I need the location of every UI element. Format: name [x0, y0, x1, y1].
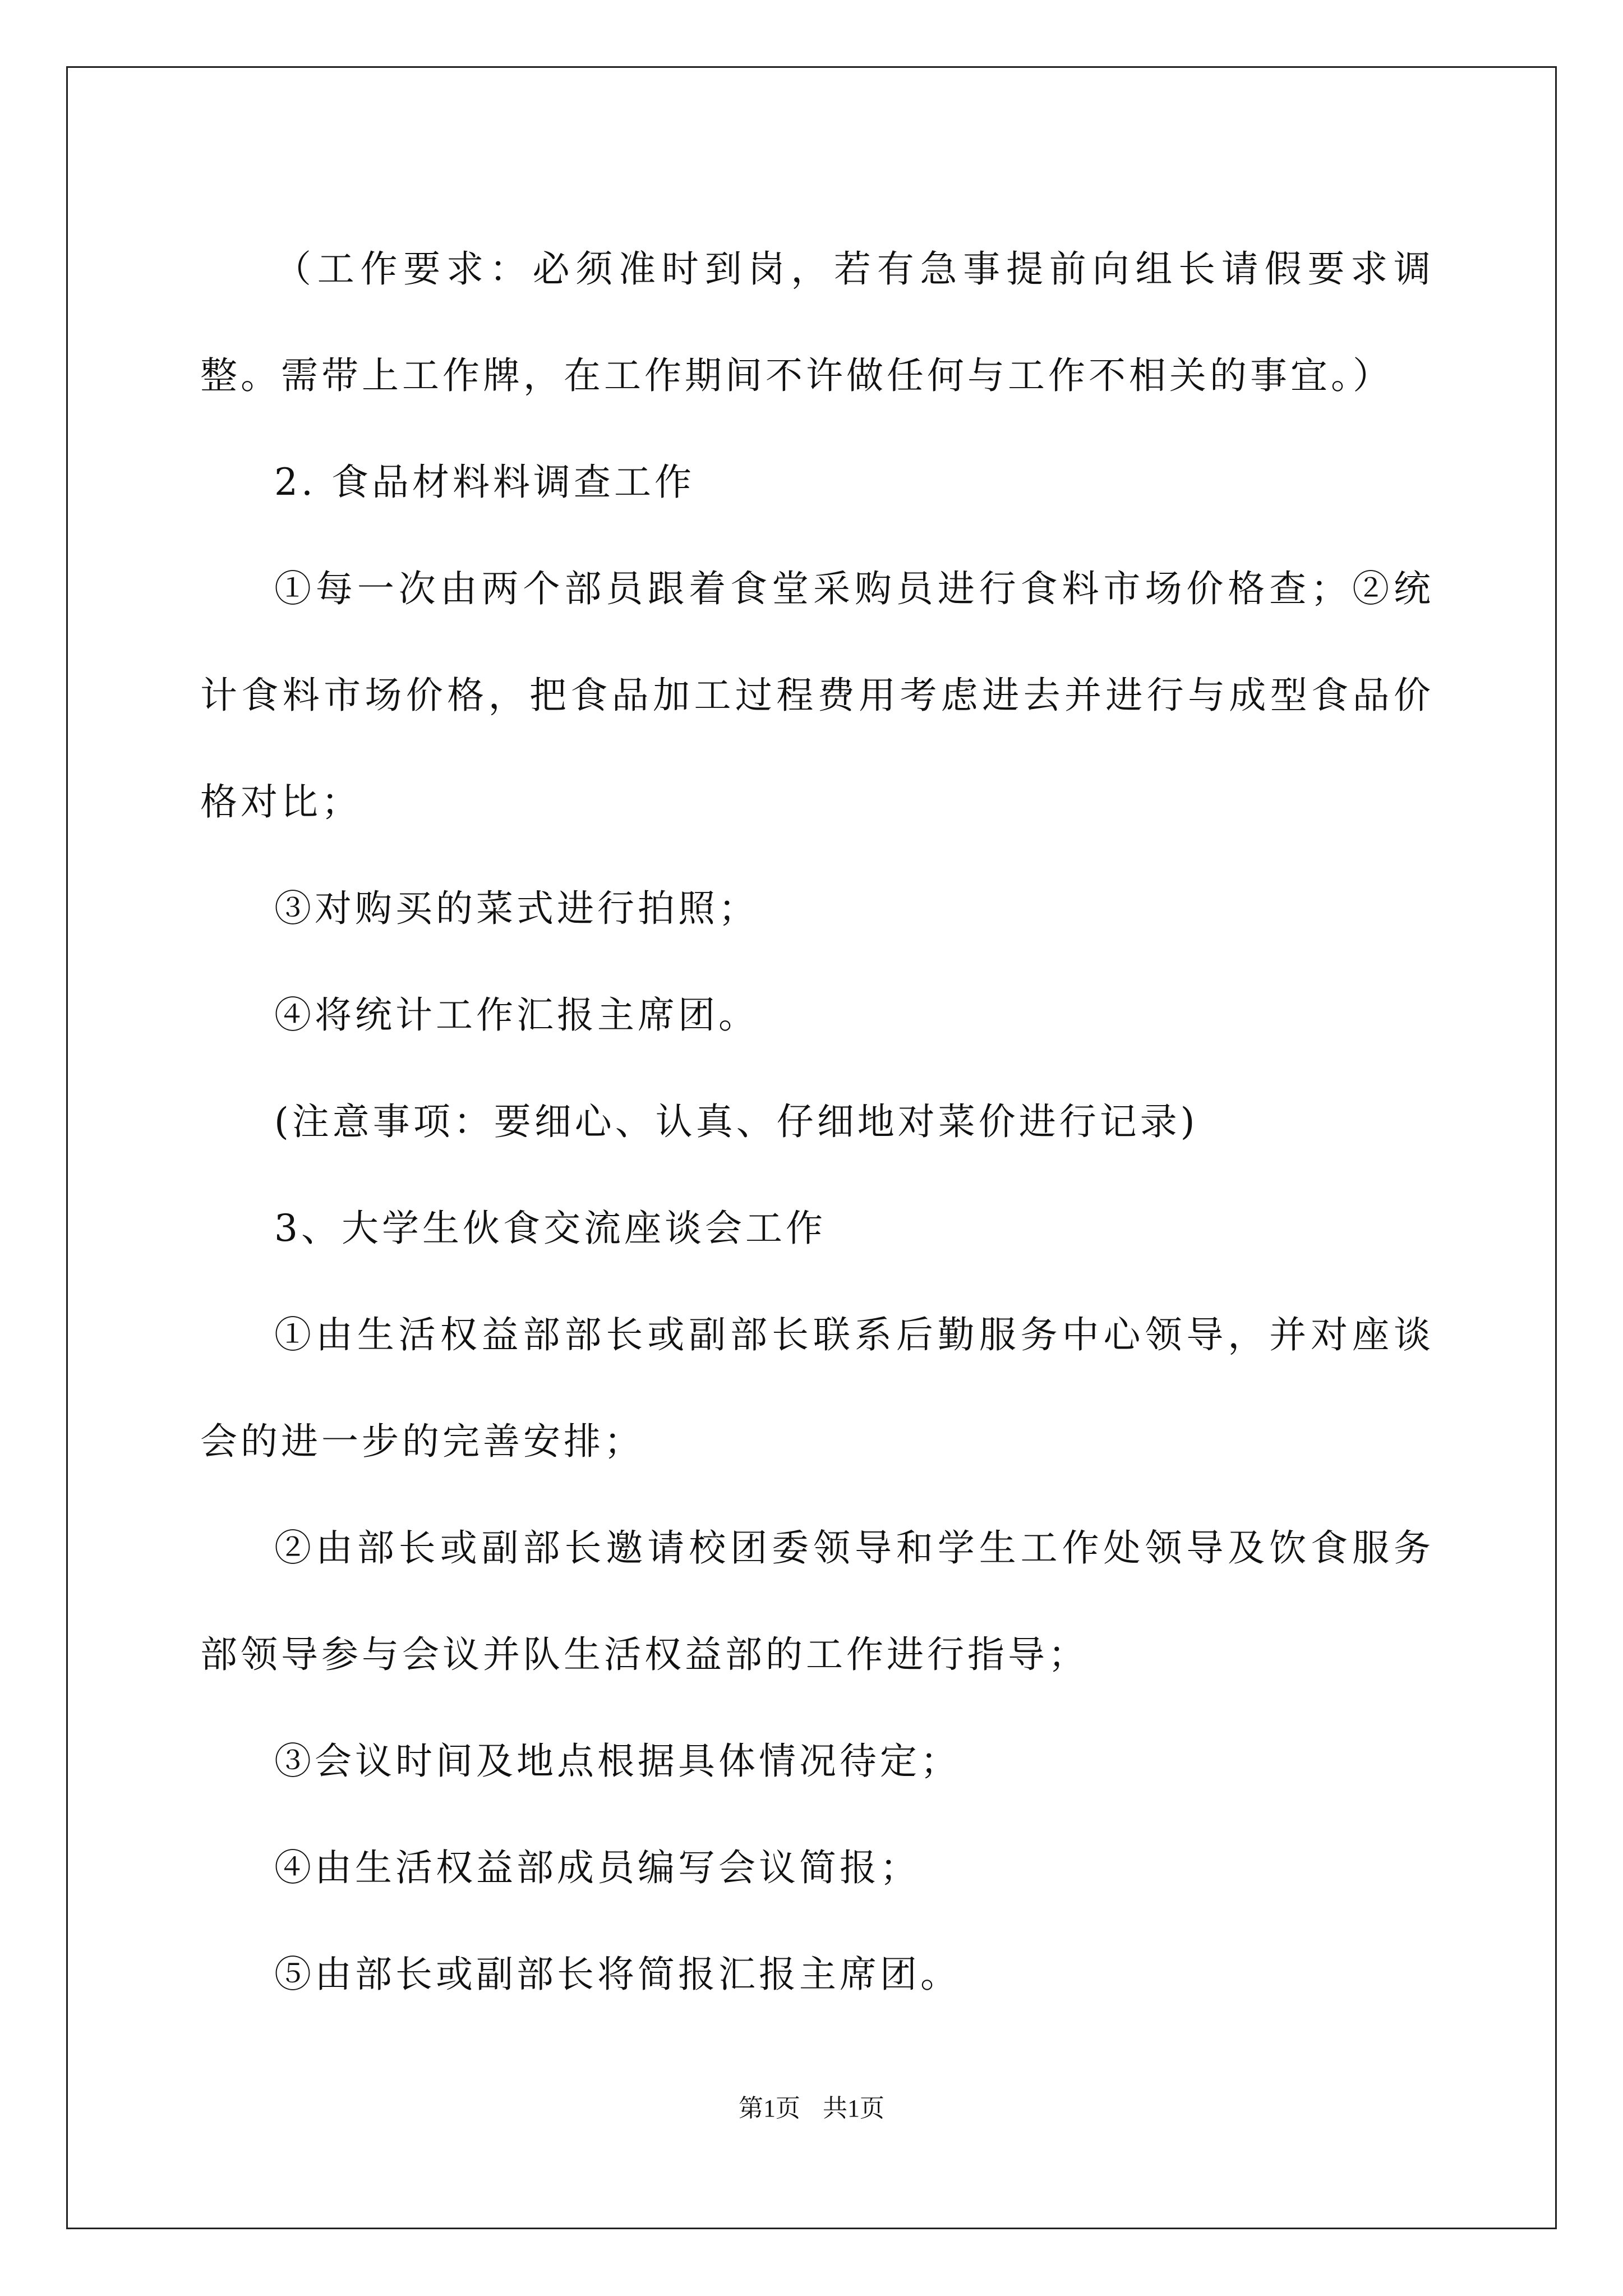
- paragraph-forum-step-5: ⑤由部长或副部长将简报汇报主席团。: [274, 1953, 961, 1996]
- paragraph-forum-step-1: ①由生活权益部部长或副部长联系后勤服务中心领导，并对座谈会的进一步的完善安排；: [200, 1313, 1434, 1463]
- paragraph-report-step: ④将统计工作汇报主席团。: [274, 993, 759, 1037]
- page-number-total: 共1页: [823, 2095, 884, 2122]
- paragraph-photo-step: ③对购买的菜式进行拍照；: [274, 887, 759, 930]
- section-heading-forum: 3、大学生伙食交流座谈会工作: [274, 1207, 826, 1250]
- paragraph-forum-step-2: ②由部长或副部长邀请校团委领导和学生工作处领导及饮食服务部领导参与会议并队生活权益部的工作进行指导；: [200, 1526, 1434, 1676]
- paragraph-forum-step-4: ④由生活权益部成员编写会议简报；: [274, 1846, 920, 1889]
- page-footer: [0, 2088, 1623, 2124]
- paragraph-notes: (注意事项：要细心、认真、仔细地对菜价进行记录): [274, 1100, 1198, 1143]
- section-heading-food-survey: 2. 食品材料料调查工作: [274, 461, 695, 504]
- paragraph-forum-step-3: ③会议时间及地点根据具体情况待定；: [274, 1740, 961, 1783]
- paragraph-survey-steps: ①每一次由两个部员跟着食堂采购员进行食料市场价格查；②统计食料市场价格，把食品加工过程费用考虑进去并进行与成型食品价格对比；: [200, 567, 1434, 823]
- paragraph-work-requirements: （工作要求：必须准时到岗，若有急事提前向组长请假要求调整。需带上工作牌，在工作期间不许做任何与工作不相关的事宜。）: [200, 247, 1434, 397]
- document-body: [200, 216, 1434, 2028]
- page-number-current: 第1页: [739, 2095, 800, 2122]
